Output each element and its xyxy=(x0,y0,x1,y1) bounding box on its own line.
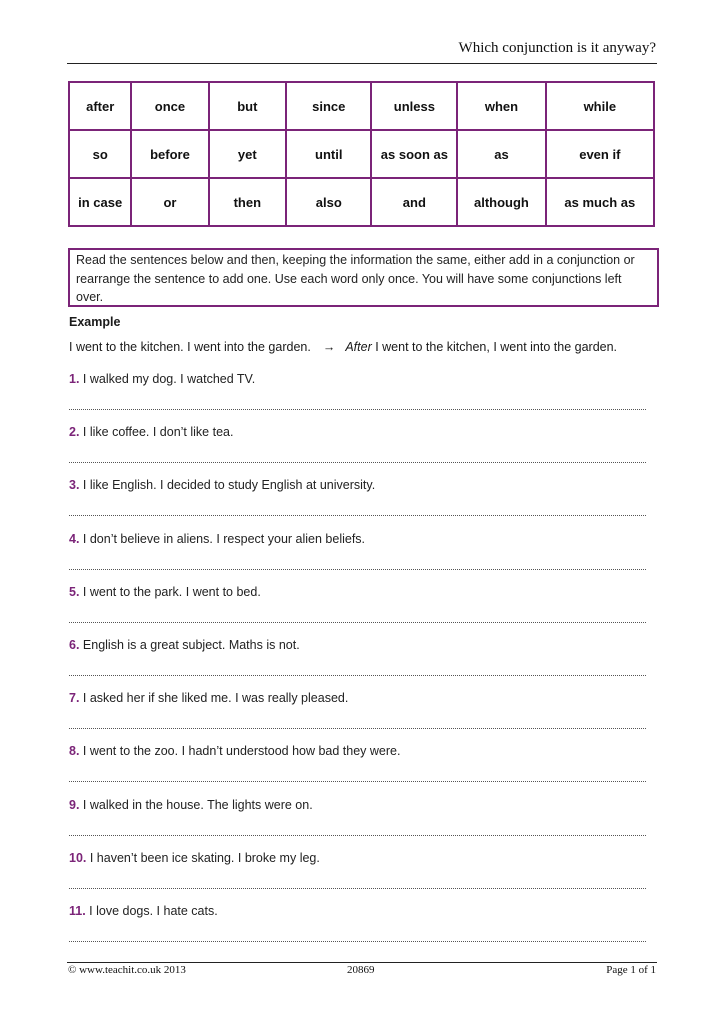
conjunction-cell: although xyxy=(457,178,545,226)
conjunction-cell: then xyxy=(209,178,287,226)
question-number: 2. xyxy=(69,425,80,440)
question-number: 1. xyxy=(69,372,80,386)
conjunction-cell: since xyxy=(286,82,371,130)
question-item xyxy=(69,904,218,918)
conjunction-cell: as much as xyxy=(546,178,654,226)
question-number: 10. xyxy=(69,850,87,865)
question-text: I like English. I decided to study English at university. xyxy=(79,478,376,493)
conjunction-cell: unless xyxy=(371,82,457,130)
conjunction-cell: even if xyxy=(546,130,654,178)
question-number: 7. xyxy=(69,691,80,706)
question-item xyxy=(69,851,320,865)
conjunction-cell: so xyxy=(69,130,131,178)
example-heading: Example xyxy=(69,315,121,329)
header-divider xyxy=(67,63,657,64)
example-answer-rest: I went to the kitchen, I went into the garden. xyxy=(371,340,618,354)
example-sentence: I went to the kitchen. I went into the garden. xyxy=(69,340,311,354)
question-text: I asked her if she liked me. I was really pleased. xyxy=(79,691,349,706)
question-text: I walked my dog. I watched TV. xyxy=(79,372,256,386)
question-item xyxy=(69,798,313,812)
conjunction-cell: before xyxy=(131,130,208,178)
conjunction-cell: or xyxy=(131,178,208,226)
word-table-row xyxy=(69,178,654,226)
question-number: 5. xyxy=(69,584,80,599)
conjunction-cell: as soon as xyxy=(371,130,457,178)
conjunction-cell: and xyxy=(371,178,457,226)
question-item xyxy=(69,372,255,386)
worksheet-title: Which conjunction is it anyway? xyxy=(458,40,656,56)
answer-line[interactable] xyxy=(69,622,646,623)
footer-resource-code: 20869 xyxy=(347,964,375,976)
answer-line[interactable] xyxy=(69,515,646,516)
conjunction-cell: but xyxy=(209,82,287,130)
question-number: 11. xyxy=(69,904,86,918)
question-number: 3. xyxy=(69,478,80,493)
question-text: I went to the zoo. I hadn’t understood how bad they were. xyxy=(79,744,401,759)
question-text: English is a great subject. Maths is not. xyxy=(79,638,300,652)
question-text: I haven’t been ice skating. I broke my leg. xyxy=(86,850,320,865)
footer-copyright: © www.teachit.co.uk 2013 xyxy=(68,964,186,976)
conjunction-cell: yet xyxy=(209,130,287,178)
question-item xyxy=(69,691,348,705)
question-number: 8. xyxy=(69,744,80,759)
conjunction-cell: after xyxy=(69,82,131,130)
footer-page-number: Page 1 of 1 xyxy=(606,964,656,976)
answer-line[interactable] xyxy=(69,888,646,889)
answer-line[interactable] xyxy=(69,569,646,570)
example-answer-word: After xyxy=(345,340,372,354)
conjunction-cell: when xyxy=(457,82,545,130)
conjunction-word-table xyxy=(68,81,655,227)
answer-line[interactable] xyxy=(69,941,646,942)
question-text: I don’t believe in aliens. I respect your alien beliefs. xyxy=(79,531,366,546)
conjunction-cell: once xyxy=(131,82,208,130)
question-item xyxy=(69,638,300,652)
answer-line[interactable] xyxy=(69,835,646,836)
answer-line[interactable] xyxy=(69,462,646,463)
question-item xyxy=(69,585,261,599)
right-arrow-icon: → xyxy=(322,340,336,354)
answer-line[interactable] xyxy=(69,781,646,782)
question-number: 4. xyxy=(69,531,80,546)
question-item xyxy=(69,425,233,439)
footer-divider xyxy=(67,962,657,963)
instructions-box: Read the sentences below and then, keeping the information the same, either add in a conjunction or rearrange the sentence to add one. Use each word only once. You will have some conjunctions left over. xyxy=(68,248,659,307)
question-text: I love dogs. I hate cats. xyxy=(85,904,218,918)
question-text: I like coffee. I don’t like tea. xyxy=(79,425,234,440)
question-number: 9. xyxy=(69,797,80,812)
answer-line[interactable] xyxy=(69,728,646,729)
conjunction-cell: while xyxy=(546,82,654,130)
example-line xyxy=(69,340,617,354)
conjunction-cell: in case xyxy=(69,178,131,226)
answer-line[interactable] xyxy=(69,675,646,676)
question-number: 6. xyxy=(69,638,80,652)
question-text: I went to the park. I went to bed. xyxy=(79,584,261,599)
conjunction-cell: until xyxy=(286,130,371,178)
question-text: I walked in the house. The lights were on. xyxy=(79,797,313,812)
conjunction-cell: also xyxy=(286,178,371,226)
question-item xyxy=(69,744,400,758)
question-item xyxy=(69,532,365,546)
answer-line[interactable] xyxy=(69,409,646,410)
word-table-row xyxy=(69,82,654,130)
question-item xyxy=(69,478,375,492)
conjunction-cell: as xyxy=(457,130,545,178)
word-table-row xyxy=(69,130,654,178)
